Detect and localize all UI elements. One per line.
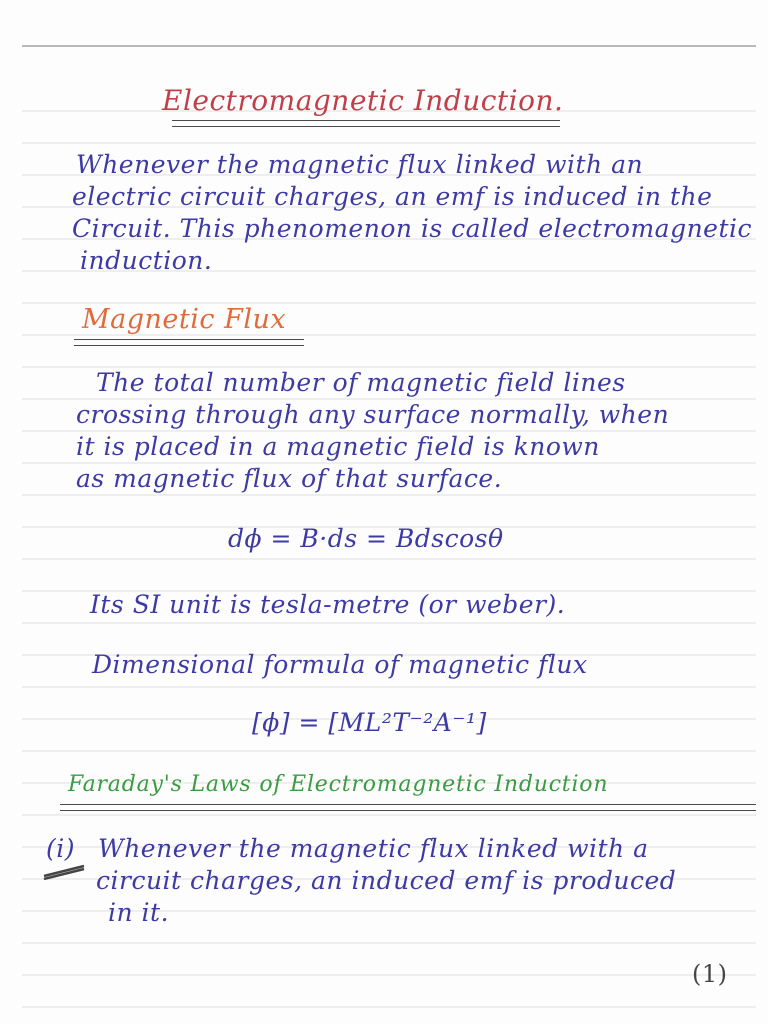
law1-line-1: Whenever the magnetic flux linked with a <box>98 834 649 863</box>
definition-line-4: induction. <box>80 246 213 275</box>
law1-line-3: in it. <box>108 898 170 927</box>
definition-line-2: electric circuit charges, an emf is induced in the <box>72 182 713 211</box>
title-underline <box>172 120 560 127</box>
faraday-heading-underline <box>60 804 756 811</box>
section-heading-magnetic-flux: Magnetic Flux <box>82 304 287 335</box>
law-number: (i) <box>46 834 76 863</box>
dimensional-formula: [ϕ] = [ML²T⁻²A⁻¹] <box>252 708 487 737</box>
page-title: Electromagnetic Induction. <box>162 84 564 117</box>
law-marker-strokes <box>40 862 90 880</box>
flux-heading-underline <box>74 339 304 346</box>
page-number: (1) <box>692 960 728 988</box>
flux-line-1: The total number of magnetic field lines <box>96 368 626 397</box>
definition-line-3: Circuit. This phenomenon is called electromagnetic <box>72 214 753 243</box>
page-top-rule <box>22 45 756 47</box>
flux-line-4: as magnetic flux of that surface. <box>76 464 503 493</box>
dimensional-formula-label: Dimensional formula of magnetic flux <box>92 650 588 679</box>
flux-line-3: it is placed in a magnetic field is known <box>76 432 600 461</box>
section-heading-faradays-laws: Faraday's Laws of Electromagnetic Induction <box>68 772 609 797</box>
si-unit-text: Its SI unit is tesla-metre (or weber). <box>90 590 566 619</box>
flux-line-2: crossing through any surface normally, when <box>76 400 670 429</box>
flux-equation: dϕ = B·ds = Bdscosθ <box>228 524 504 553</box>
definition-line-1: Whenever the magnetic flux linked with an <box>76 150 644 179</box>
law1-line-2: circuit charges, an induced emf is produced <box>96 866 677 895</box>
